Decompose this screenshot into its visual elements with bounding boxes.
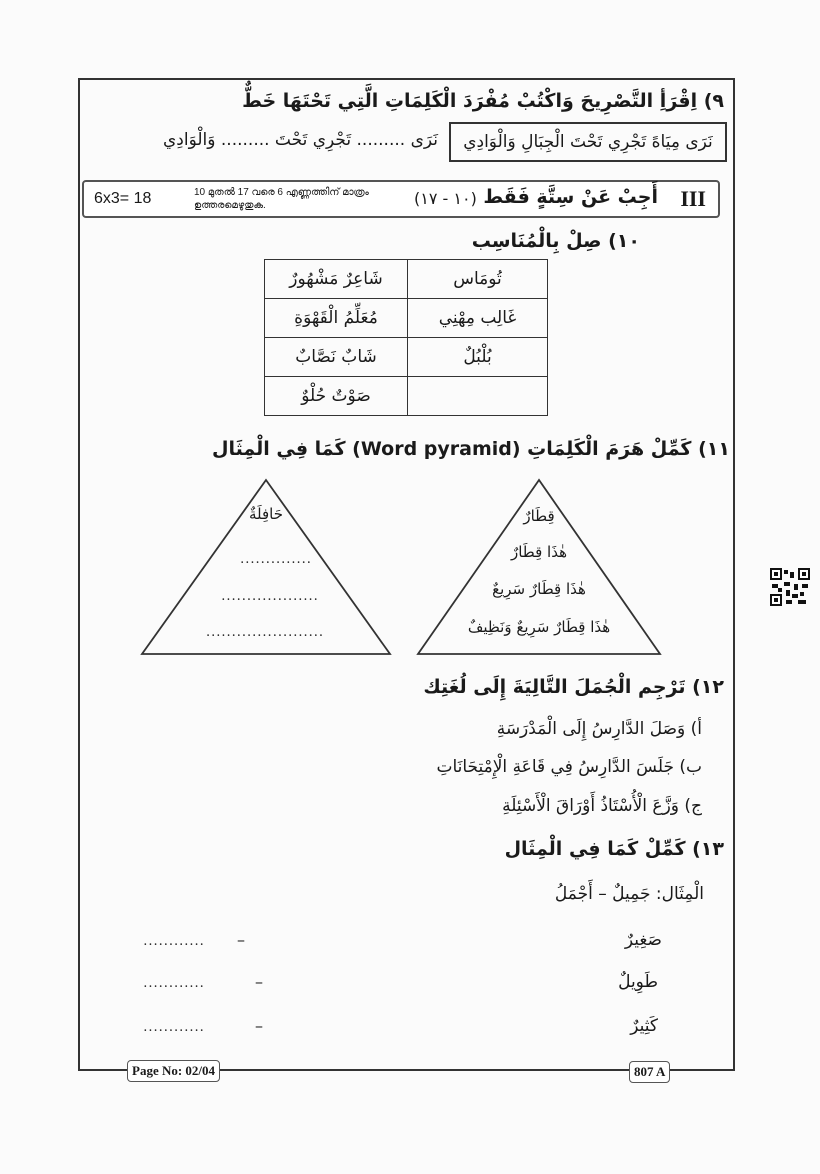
paper-code: 807 A xyxy=(629,1061,670,1083)
section-range: (١٠ - ١٧) xyxy=(414,189,477,208)
qr-code-icon xyxy=(770,568,810,606)
section-header xyxy=(82,180,720,218)
table-cell-right: تُومَاس xyxy=(408,260,548,299)
q13-title: ١٣) كَمِّلْ كَمَا فِي الْمِثَال xyxy=(504,838,724,860)
table-row xyxy=(265,299,548,338)
table-row xyxy=(265,377,548,416)
pyramid-blank: ....................... xyxy=(205,625,325,640)
example-pyramid-line: هٰذَا قِطَارٌ سَرِيعٌ وَنَظِيفٌ xyxy=(467,618,611,636)
q12-item: ب) جَلَسَ الدَّارِسُ فِي قَاعَةِ الْإِمْتِحَانَاتِ xyxy=(436,757,702,777)
section-malayalam-note: 10 മുതൽ 17 വരെ 6 എണ്ണത്തിന് മാത്രം ഉത്തരമെഴുതുക. xyxy=(194,187,369,211)
pyramid-blank: .............. xyxy=(240,552,312,567)
q12-item: أ) وَصَلَ الدَّارِسُ إِلَى الْمَدْرَسَةِ xyxy=(496,719,702,739)
q12-item: ج) وَزَّعَ الْأُسْتَاذُ أَوْرَاقَ الْأَسْئِلَةِ xyxy=(502,796,702,816)
q13-item-word: صَغِيرٌ xyxy=(624,930,662,950)
q13-blank: ............ xyxy=(143,976,205,991)
table-cell-right xyxy=(408,377,548,416)
table-cell-left: شَاعِرٌ مَشْهُورٌ xyxy=(265,260,408,299)
q9-sentence-text: نَرَى مِيَاهً تَجْرِي تَحْتَ الْجِبَالِ وَالْوَادِي xyxy=(463,132,713,152)
matching-table xyxy=(264,259,548,416)
table-row xyxy=(265,260,548,299)
dash: – xyxy=(255,1016,263,1035)
task-pyramid-top-word: حَافِلَةٌ xyxy=(248,505,284,523)
pyramid-blank: ................... xyxy=(221,589,319,604)
table-cell-left: مُعَلِّمُ الْقَهْوَةِ xyxy=(265,299,408,338)
q13-item-word: طَوِيلٌ xyxy=(618,972,658,992)
example-pyramid-line: قِطَارٌ xyxy=(523,507,555,525)
q10-title: ١٠) صِلْ بِالْمُنَاسِب xyxy=(471,230,640,252)
dash: – xyxy=(255,972,263,991)
example-pyramid-line: هٰذَا قِطَارٌ سَرِيعٌ xyxy=(492,580,586,598)
table-cell-left: شَابٌ نَصَّابٌ xyxy=(265,338,408,377)
q13-blank: ............ xyxy=(143,934,205,949)
q11-title: ١١) كَمِّلْ هَرَمَ الْكَلِمَاتِ (Word pyramid) كَمَا فِي الْمِثَال xyxy=(211,438,730,460)
table-cell-right: غَالِب مِهْنِي xyxy=(408,299,548,338)
q12-title: ١٢) تَرْجِم الْجُمَلَ التَّالِيَةَ إِلَى لُغَتِك xyxy=(423,676,724,698)
section-marks: 6x3= 18 xyxy=(94,190,152,207)
q9-boxed-sentence xyxy=(449,122,727,162)
table-cell-right: بُلْبُلٌ xyxy=(408,338,548,377)
q13-example: الْمِثَال: جَمِيلٌ – أَجْمَلُ xyxy=(554,884,704,904)
q9-answer-line: نَرَى ......... تَجْرِي تَحْتَ ......... وَالْوَادِي xyxy=(163,130,438,150)
q13-blank: ............ xyxy=(143,1020,205,1035)
dash: – xyxy=(237,930,245,949)
section-instruction: أَجِبْ عَنْ سِتَّةٍ فَقَط xyxy=(483,186,658,208)
q13-item-word: كَثِيرٌ xyxy=(630,1016,658,1036)
example-pyramid-line: هٰذَا قِطَارٌ xyxy=(510,543,567,561)
section-roman-numeral: III xyxy=(680,186,706,211)
page-number: Page No: 02/04 xyxy=(127,1060,220,1082)
table-row xyxy=(265,338,548,377)
table-cell-left: صَوْتٌ حُلْوٌ xyxy=(265,377,408,416)
q9-title: ٩) اِقْرَأِ التَّصْرِيحَ وَاكْتُبْ مُفْرَدَ الْكَلِمَاتِ الَّتِي تَحْتَهَا خَطٌّ xyxy=(242,90,724,112)
